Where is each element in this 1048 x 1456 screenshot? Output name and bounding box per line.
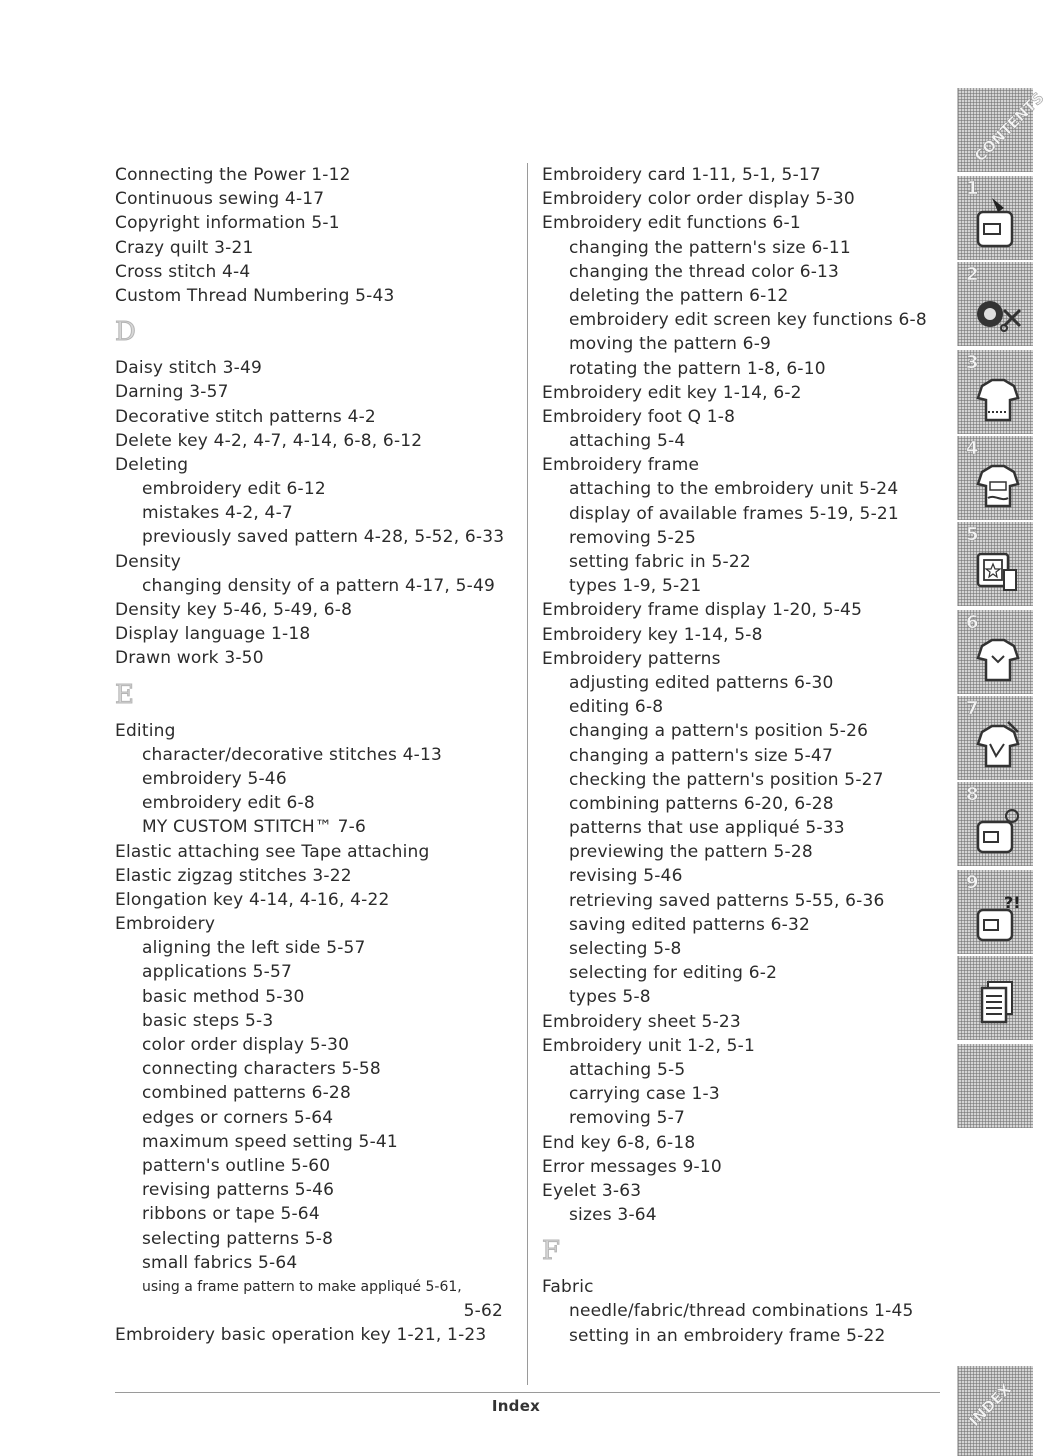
index-subentry: mistakes 4-2, 4-7 [142, 503, 293, 524]
index-entry: Embroidery key 1-14, 5-8 [542, 624, 763, 645]
index-subentry: ribbons or tape 5-64 [142, 1204, 320, 1225]
index-subentry: combining patterns 6-20, 6-28 [569, 793, 834, 814]
tab-chapter-8[interactable] [957, 782, 1033, 866]
tab-number: 1 [966, 178, 979, 199]
index-entry: Display language 1-18 [115, 624, 311, 645]
thread-spool-icon [974, 280, 1024, 336]
index-entry: Drawn work 3-50 [115, 648, 264, 669]
tab-number: 5 [966, 524, 979, 545]
shirt-abc-icon [974, 454, 1022, 510]
index-subentry: types 1-9, 5-21 [569, 576, 702, 597]
index-entry: Density key 5-46, 5-49, 6-8 [115, 600, 353, 620]
index-entry: Elastic attaching see Tape attaching [115, 841, 430, 862]
index-entry: Embroidery basic operation key 1-21, 1-23 [115, 1325, 487, 1346]
index-subentry: attaching 5-4 [569, 431, 686, 452]
index-subentry: aligning the left side 5-57 [142, 938, 366, 959]
index-subentry: maximum speed setting 5-41 [142, 1131, 398, 1152]
index-subentry: small fabrics 5-64 [142, 1252, 298, 1273]
troubleshooting-icon [974, 888, 1022, 944]
index-entry: Embroidery edit functions 6-1 [542, 213, 801, 234]
index-subentry: setting in an embroidery frame 5-22 [569, 1325, 886, 1346]
index-subentry: display of available frames 5-19, 5-21 [569, 503, 899, 524]
index-subentry: adjusting edited patterns 6-30 [569, 672, 834, 693]
section-letter: F [542, 1236, 561, 1267]
index-subentry: sizes 3-64 [569, 1205, 657, 1226]
tab-number: 7 [966, 698, 979, 719]
index-entry: Embroidery color order display 5-30 [542, 189, 855, 210]
embroidery-frame-icon [974, 540, 1022, 596]
index-entry: Crazy quilt 3-21 [115, 237, 254, 258]
index-entry: Custom Thread Numbering 5-43 [115, 285, 395, 306]
index-subentry: removing 5-25 [569, 527, 696, 548]
index-entry: Delete key 4-2, 4-7, 4-14, 6-8, 6-12 [115, 430, 423, 451]
tab-number: 2 [966, 264, 979, 285]
section-letter: E [115, 679, 134, 710]
index-subentry: embroidery edit 6-8 [142, 793, 315, 814]
index-entry: Continuous sewing 4-17 [115, 189, 325, 210]
tab-appendix[interactable] [957, 956, 1033, 1040]
index-entry: Density [115, 551, 182, 572]
tab-contents[interactable] [957, 88, 1048, 172]
index-subentry: changing the thread color 6-13 [569, 261, 840, 282]
sewing-machine-icon [974, 194, 1020, 250]
index-label: INDEX [965, 1380, 1016, 1430]
index-entry: Elongation key 4-14, 4-16, 4-22 [115, 889, 390, 910]
tab-index[interactable] [957, 1366, 1033, 1456]
index-entry: Error messages 9-10 [542, 1156, 722, 1177]
index-entry: Eyelet 3-63 [542, 1180, 642, 1201]
index-subentry: embroidery edit screen key functions 6-8 [569, 310, 927, 331]
index-subentry: changing a pattern's position 5-26 [569, 721, 869, 742]
index-subentry: MY CUSTOM STITCH™ 7-6 [142, 817, 366, 838]
tab-chapter-4[interactable] [957, 436, 1033, 520]
index-entry: Editing [115, 720, 176, 741]
index-subentry: embroidery 5-46 [142, 768, 287, 789]
index-subentry: previewing the pattern 5-28 [569, 842, 813, 863]
index-entry: Copyright information 5-1 [115, 213, 340, 234]
index-entry: End key 6-8, 6-18 [542, 1132, 696, 1153]
svg-text:?!: ?! [1004, 893, 1021, 912]
footer-rule [115, 1392, 940, 1393]
tab-chapter-7[interactable] [957, 696, 1033, 780]
index-subentry-continuation: 5-62 [463, 1301, 503, 1322]
index-subentry: editing 6-8 [569, 697, 664, 718]
index-subentry: basic method 5-30 [142, 986, 305, 1007]
index-subentry: rotating the pattern 1-8, 6-10 [569, 358, 826, 379]
index-column-left [115, 163, 515, 1347]
index-subentry: saving edited patterns 6-32 [569, 914, 811, 935]
index-subentry: applications 5-57 [142, 962, 293, 983]
index-entry: Embroidery foot Q 1-8 [542, 406, 736, 427]
index-subentry: attaching 5-5 [569, 1059, 686, 1080]
tab-chapter-2[interactable] [957, 262, 1033, 346]
index-entry: Decorative stitch patterns 4-2 [115, 406, 376, 427]
index-entry: Embroidery edit key 1-14, 6-2 [542, 382, 802, 403]
section-letter: D [115, 317, 136, 348]
tab-chapter-5[interactable] [957, 522, 1033, 606]
index-subentry: color order display 5-30 [142, 1035, 350, 1055]
index-subentry: removing 5-7 [569, 1108, 685, 1129]
tab-number: 6 [966, 612, 979, 633]
index-subentry: character/decorative stitches 4-13 [142, 744, 442, 765]
index-entry: Embroidery sheet 5-23 [542, 1011, 741, 1032]
index-subentry: selecting 5-8 [569, 939, 682, 959]
index-subentry: embroidery edit 6-12 [142, 479, 326, 500]
index-subentry: selecting patterns 5-8 [142, 1228, 334, 1249]
tab-number: 8 [966, 784, 979, 805]
index-subentry: moving the pattern 6-9 [569, 334, 772, 355]
index-subentry: deleting the pattern 6-12 [569, 285, 789, 306]
tab-chapter-6[interactable] [957, 610, 1033, 694]
index-subentry: retrieving saved patterns 5-55, 6-36 [569, 890, 885, 911]
index-entry: Connecting the Power 1-12 [115, 165, 351, 185]
machine-maintenance-icon [974, 800, 1022, 856]
index-entry: Elastic zigzag stitches 3-22 [115, 865, 352, 886]
index-entry: Embroidery frame [542, 455, 700, 476]
index-subentry: selecting for editing 6-2 [569, 963, 778, 984]
index-subentry: changing density of a pattern 4-17, 5-49 [142, 575, 495, 596]
index-entry: Embroidery unit 1-2, 5-1 [542, 1035, 756, 1056]
index-subentry: types 5-8 [569, 987, 651, 1008]
index-subentry: patterns that use appliqué 5-33 [569, 818, 845, 839]
tab-number: 3 [966, 352, 979, 373]
tab-blank [957, 1044, 1033, 1128]
index-subentry: revising patterns 5-46 [142, 1180, 335, 1201]
tab-number: 4 [966, 438, 979, 459]
index-subentry: carrying case 1-3 [569, 1084, 720, 1105]
index-entry: Embroidery frame display 1-20, 5-45 [542, 600, 863, 621]
shirt-icon [974, 368, 1022, 424]
index-subentry: revising 5-46 [569, 866, 683, 887]
index-subentry: connecting characters 5-58 [142, 1059, 381, 1080]
index-subentry: changing the pattern's size 6-11 [569, 237, 851, 258]
index-subentry: setting fabric in 5-22 [569, 552, 751, 572]
index-subentry: basic steps 5-3 [142, 1010, 274, 1031]
index-entry: Daisy stitch 3-49 [115, 358, 262, 379]
index-column-right [542, 163, 942, 1348]
documents-icon [974, 974, 1022, 1030]
index-entry: Fabric [542, 1277, 594, 1298]
page-footer-label: Index [491, 1397, 541, 1415]
index-entry: Deleting [115, 454, 189, 475]
index-subentry: needle/fabric/thread combinations 1-45 [569, 1301, 914, 1322]
index-subentry: edges or corners 5-64 [142, 1107, 334, 1128]
index-entry: Embroidery card 1-11, 5-1, 5-17 [542, 165, 821, 185]
index-entry: Embroidery patterns [542, 648, 721, 669]
column-divider [527, 163, 528, 1385]
index-subentry: previously saved pattern 4-28, 5-52, 6-33 [142, 527, 505, 548]
index-subentry: pattern's outline 5-60 [142, 1155, 331, 1176]
contents-label: CONTENTS [970, 88, 1048, 166]
index-entry: Embroidery [115, 914, 216, 935]
index-subentry: checking the pattern's position 5-27 [569, 769, 884, 790]
index-subentry: attaching to the embroidery unit 5-24 [569, 479, 899, 500]
index-subentry: changing a pattern's size 5-47 [569, 745, 833, 766]
index-subentry: using a frame pattern to make appliqué 5-61, [142, 1278, 462, 1295]
shirt-custom-icon [974, 714, 1022, 770]
shirt-embroidery-icon [974, 628, 1022, 684]
index-subentry: combined patterns 6-28 [142, 1083, 351, 1104]
tab-number: 9 [966, 872, 979, 893]
index-entry: Darning 3-57 [115, 382, 229, 403]
tab-chapter-9[interactable] [957, 870, 1033, 954]
index-entry: Cross stitch 4-4 [115, 261, 251, 282]
tab-chapter-1[interactable] [957, 176, 1033, 260]
tab-chapter-3[interactable] [957, 350, 1033, 434]
